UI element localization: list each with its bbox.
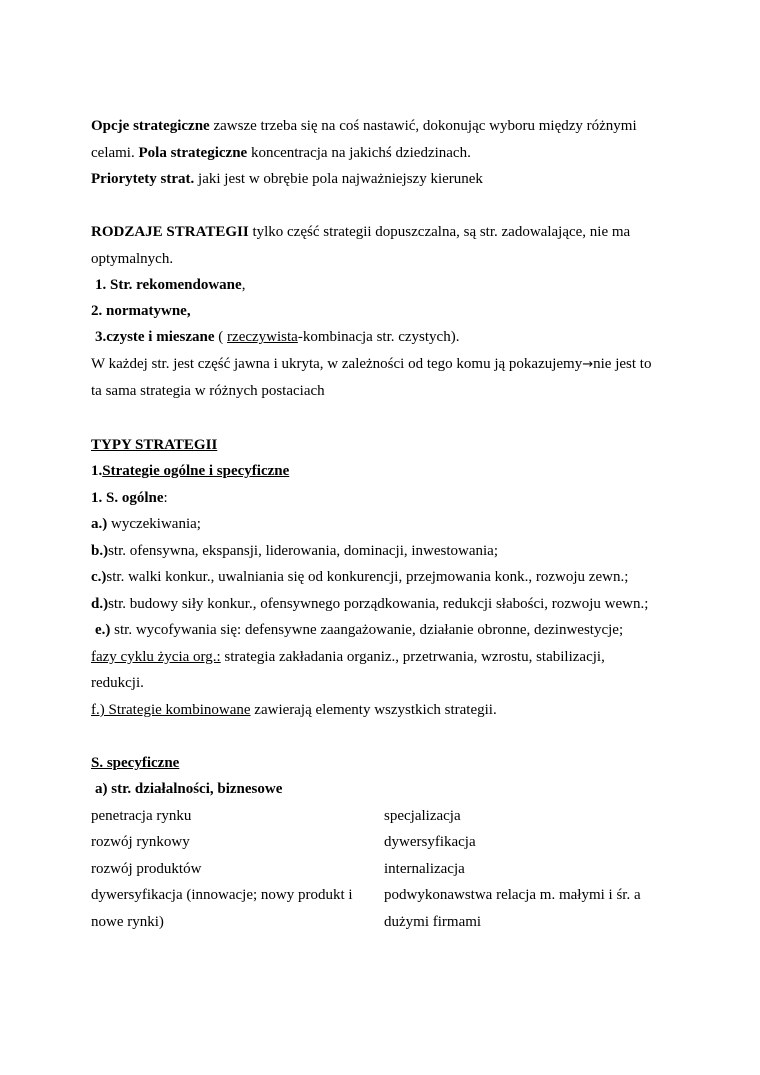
rodzaje-paragraph-line-2: ta sama strategia w różnych postaciach bbox=[91, 383, 325, 399]
intro-line-3 bbox=[91, 170, 483, 188]
heading-typy-strategii: TYPY STRATEGII bbox=[91, 437, 218, 453]
heading-rodzaje-strategii: RODZAJE STRATEGII bbox=[91, 224, 249, 240]
ogolne-item-a bbox=[91, 515, 201, 533]
term-opcje-strategiczne: Opcje strategiczne bbox=[91, 118, 210, 134]
typy-subheading-number: 1. bbox=[91, 463, 103, 479]
item-text: wyczekiwania; bbox=[107, 516, 201, 532]
right-column-item: internalizacja bbox=[384, 861, 465, 877]
rodzaje-item-3-underlined: rzeczywista bbox=[227, 329, 298, 345]
rodzaje-line-2: optymalnych. bbox=[91, 251, 174, 267]
item-marker: b.) bbox=[91, 543, 109, 559]
ogolne-heading bbox=[91, 489, 168, 507]
right-column-item: specjalizacja bbox=[384, 808, 461, 824]
intro-line-2 bbox=[91, 144, 471, 162]
fazy-line-2: redukcji. bbox=[91, 675, 144, 691]
right-arrow-icon: → bbox=[582, 357, 594, 372]
ogolne-item-d bbox=[91, 595, 648, 613]
fazy-label: fazy cyklu życia org.: bbox=[91, 649, 221, 665]
left-column-item: nowe rynki) bbox=[91, 914, 164, 930]
rodzaje-paragraph-text: nie jest to bbox=[593, 356, 652, 372]
heading-s-specyficzne: S. specyficzne bbox=[91, 755, 180, 771]
term-pola-strategiczne: Pola strategiczne bbox=[138, 145, 248, 161]
right-column-item: dużymi firmami bbox=[384, 914, 482, 930]
typy-subheading bbox=[91, 462, 289, 480]
ogolne-colon: : bbox=[163, 490, 168, 506]
left-column-item: rozwój rynkowy bbox=[91, 834, 190, 850]
item-text: str. wycofywania się: defensywne zaangażowanie, działanie obronne, dezinwestycje; bbox=[110, 622, 624, 638]
left-column-item: penetracja rynku bbox=[91, 808, 192, 824]
rodzaje-item-1-label: 1. Str. rekomendowane bbox=[95, 277, 242, 293]
fazy-line-1 bbox=[91, 648, 605, 666]
specyficzne-subheading: a) str. działalności, biznesowe bbox=[95, 781, 283, 797]
item-text: str. ofensywna, ekspansji, liderowania, dominacji, inwestowania; bbox=[108, 543, 499, 559]
rodzaje-line-1 bbox=[91, 223, 630, 241]
rodzaje-item-3-text: ( bbox=[214, 329, 228, 345]
fazy-text: strategia zakładania organiz., przetrwania, wzrostu, stabilizacji, bbox=[220, 649, 605, 665]
item-marker: a.) bbox=[91, 516, 108, 532]
item-marker: c.) bbox=[91, 569, 107, 585]
left-column-item: dywersyfikacja (innowacje; nowy produkt i bbox=[91, 887, 353, 903]
right-column-item: podwykonawstwa relacja m. małymi i śr. a bbox=[384, 887, 641, 903]
item-marker: e.) bbox=[95, 622, 111, 638]
left-column-item: rozwój produktów bbox=[91, 861, 202, 877]
item-text: str. walki konkur., uwalniania się od konkurencji, przejmowania konk., rozwoju zewn.; bbox=[106, 569, 629, 585]
rodzaje-item-1 bbox=[95, 276, 245, 294]
intro-text: jaki jest w obrębie pola najważniejszy kierunek bbox=[194, 171, 483, 187]
typy-subheading-title: Strategie ogólne i specyficzne bbox=[102, 463, 290, 479]
rodzaje-item-2: 2. normatywne, bbox=[91, 303, 191, 319]
intro-text: celami. bbox=[91, 145, 139, 161]
intro-text: zawsze trzeba się na coś nastawić, dokonując wyboru między różnymi bbox=[209, 118, 637, 134]
rodzaje-item-3-label: 3.czyste i mieszane bbox=[95, 329, 215, 345]
term-priorytety: Priorytety strat. bbox=[91, 171, 195, 187]
item-text: str. budowy siły konkur., ofensywnego porządkowania, redukcji słabości, rozwoju wewn.; bbox=[108, 596, 649, 612]
intro-line-1 bbox=[91, 117, 637, 135]
rodzaje-paragraph-text: W każdej str. jest część jawna i ukryta, w zależności od tego komu ją pokazujemy bbox=[91, 356, 583, 372]
ogolne-label: 1. S. ogólne bbox=[91, 490, 164, 506]
rodzaje-paragraph-line-1 bbox=[91, 355, 651, 374]
rodzaje-item-3-text: -kombinacja str. czystych). bbox=[297, 329, 460, 345]
kombinowane-text: zawierają elementy wszystkich strategii. bbox=[250, 702, 497, 718]
kombinowane-label: f.) Strategie kombinowane bbox=[91, 702, 251, 718]
rodzaje-text: tylko część strategii dopuszczalna, są str. zadowalające, nie ma bbox=[248, 224, 631, 240]
rodzaje-item-1-punct: , bbox=[241, 277, 246, 293]
item-marker: d.) bbox=[91, 596, 109, 612]
ogolne-item-f bbox=[91, 701, 497, 719]
rodzaje-item-3 bbox=[95, 328, 459, 346]
intro-text: koncentracja na jakichś dziedzinach. bbox=[247, 145, 471, 161]
ogolne-item-e bbox=[95, 621, 623, 639]
ogolne-item-b bbox=[91, 542, 498, 560]
ogolne-item-c bbox=[91, 568, 628, 586]
right-column-item: dywersyfikacja bbox=[384, 834, 476, 850]
